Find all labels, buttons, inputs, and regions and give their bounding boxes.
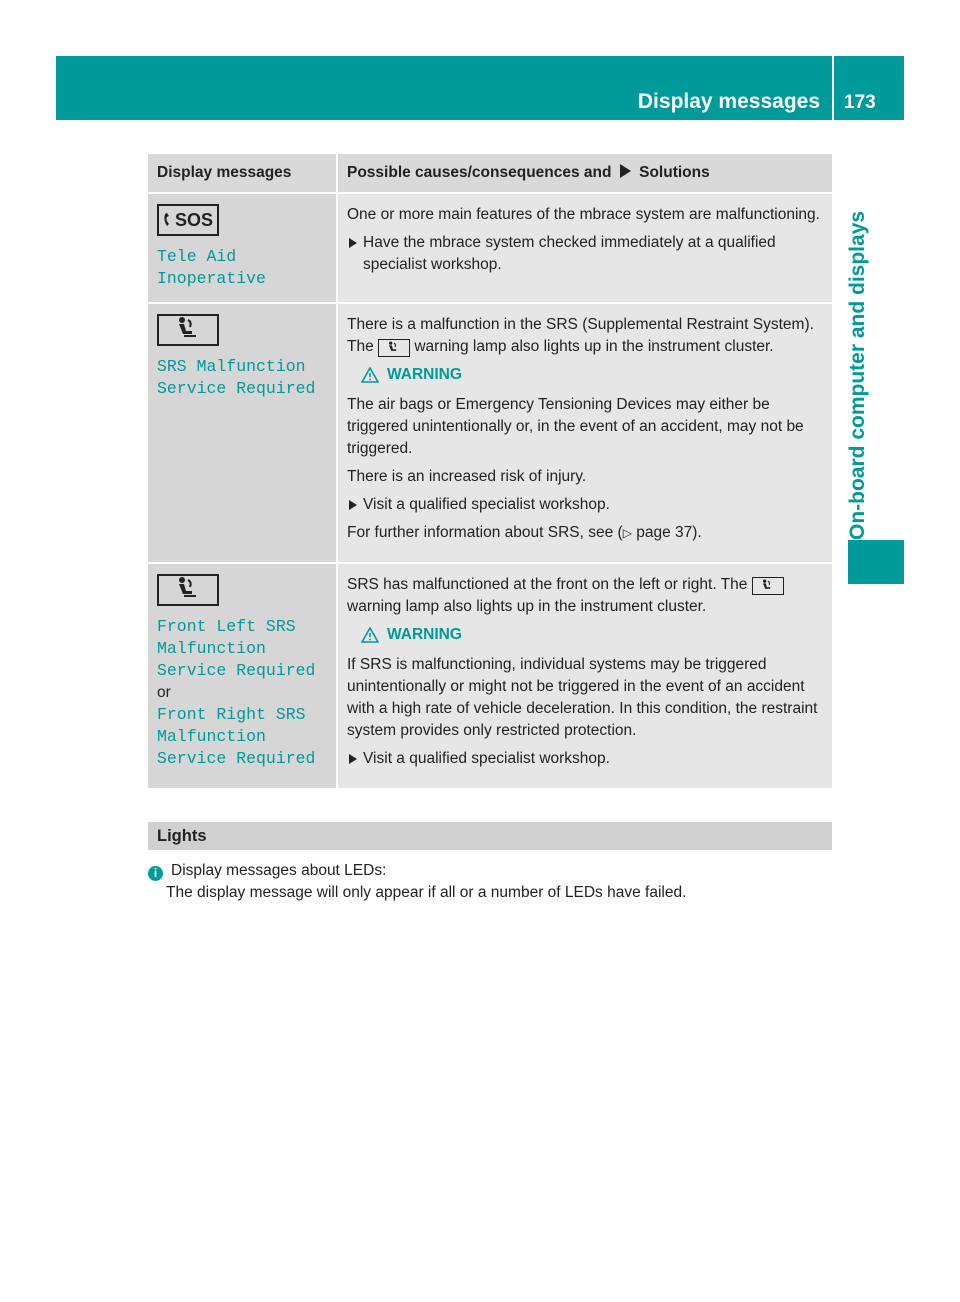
section-heading-lights	[148, 822, 832, 850]
message-line: Tele Aid	[157, 247, 237, 266]
table-row	[148, 303, 832, 563]
message-line: SRS Malfunction	[157, 357, 306, 376]
arrow-right-icon	[349, 754, 357, 764]
warning-triangle-icon	[361, 627, 379, 643]
warning-heading	[361, 624, 824, 646]
message-line: Service Required	[157, 661, 316, 680]
warning-label: WARNING	[387, 626, 462, 643]
side-tab-label: On-board computer and displays	[846, 210, 869, 540]
airbag-person-icon	[752, 577, 784, 595]
display-messages-table	[148, 154, 832, 790]
cause-text-pre: SRS has malfunctioned at the front on the left or right. The	[347, 576, 748, 593]
col-header-messages: Display messages	[148, 154, 337, 193]
warning-heading	[361, 364, 824, 386]
solution-step-text: Visit a qualified specialist workshop.	[363, 496, 610, 513]
table-row	[148, 563, 832, 789]
airbag-person-icon	[157, 574, 219, 606]
side-tab	[846, 160, 886, 540]
cause-text-pre: There is a malfunction in the SRS (Supplemental Restraint System). The	[347, 316, 814, 355]
col-header-causes	[337, 154, 832, 193]
message-line: Front Right SRS	[157, 705, 306, 724]
message-line: Service Required	[157, 749, 316, 768]
warning-label: WARNING	[387, 366, 462, 383]
header-bar	[56, 56, 832, 120]
info-text: Display messages about LEDs:	[171, 862, 387, 879]
cause-text	[347, 574, 824, 618]
airbag-person-icon	[378, 339, 410, 357]
warning-text: If SRS is malfunctioning, individual systems may be triggered unintentionally or might not be triggered in the event of an accident with a high rate of vehicle deceleration. In this condition, the restraint system provides only restricted protection.	[347, 656, 818, 739]
message-line: Service Required	[157, 379, 316, 398]
cause-text-post: warning lamp also lights up in the instrument cluster.	[414, 338, 774, 355]
table-row	[148, 193, 832, 303]
cause-text: One or more main features of the mbrace system are malfunctioning.	[347, 206, 820, 223]
solution-step	[347, 494, 824, 516]
message-cell	[148, 563, 337, 789]
info-icon: i	[148, 866, 163, 881]
message-line: Front Left SRS	[157, 617, 296, 636]
warning-triangle-icon	[361, 367, 379, 383]
sos-phone-icon	[157, 204, 219, 236]
side-tab-marker	[848, 540, 904, 584]
info-line	[148, 860, 832, 882]
cause-text	[347, 314, 824, 358]
warning-text: There is an increased risk of injury.	[347, 468, 587, 485]
reference-text	[347, 522, 824, 544]
arrow-right-icon	[349, 500, 357, 510]
solution-cell	[337, 563, 832, 789]
message-line: Malfunction	[157, 727, 266, 746]
solution-step	[347, 748, 824, 770]
message-line: Malfunction	[157, 639, 266, 658]
page-number-box	[834, 56, 904, 120]
cause-text-post: warning lamp also lights up in the instrument cluster.	[347, 598, 707, 615]
solution-step-text: Have the mbrace system checked immediately at a qualified specialist workshop.	[363, 234, 776, 273]
info-note	[148, 860, 832, 904]
solution-step	[347, 232, 824, 276]
reference-arrow-icon: ▷	[622, 526, 632, 540]
page-reference-link[interactable]: page 37).	[636, 524, 702, 541]
col-header-causes-post: Solutions	[639, 164, 710, 181]
message-cell	[148, 303, 337, 563]
solution-step-text: Visit a qualified specialist workshop.	[363, 750, 610, 767]
page-title: Display messages	[637, 90, 820, 113]
solution-cell	[337, 303, 832, 563]
solution-cell	[337, 193, 832, 303]
col-header-causes-pre: Possible causes/consequences and	[347, 164, 612, 181]
or-label: or	[157, 684, 171, 701]
message-cell	[148, 193, 337, 303]
info-line: The display message will only appear if all or a number of LEDs have failed.	[166, 884, 687, 901]
airbag-person-icon	[157, 314, 219, 346]
page-number: 173	[844, 92, 876, 113]
warning-text: The air bags or Emergency Tensioning Devices may either be triggered unintentionally or, in the event of an accident, may not be triggered.	[347, 396, 804, 457]
message-line: Inoperative	[157, 269, 266, 288]
arrow-right-icon	[349, 238, 357, 248]
arrow-right-icon	[620, 164, 631, 178]
sos-label: SOS	[174, 210, 213, 230]
reference-text-pre: For further information about SRS, see (	[347, 524, 623, 541]
table-header-row	[148, 154, 832, 193]
section-title: Lights	[157, 827, 207, 845]
